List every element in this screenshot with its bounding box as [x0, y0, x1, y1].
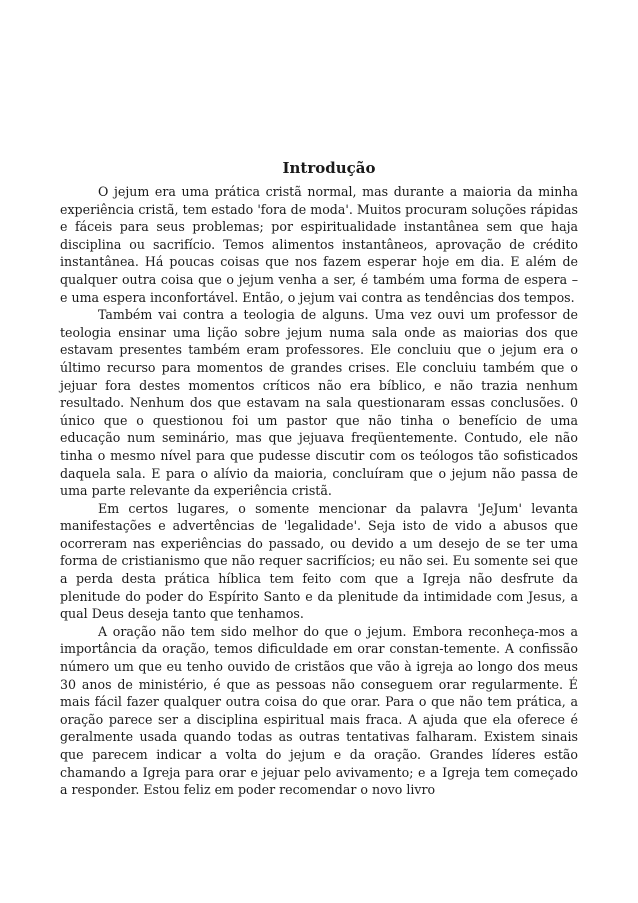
paragraph-1: O jejum era uma prática cristã normal, mas durante a maioria da minha experiência cristã, tem estado 'fora de moda'. Muitos procuram soluções rápidas e fáceis para seus problemas; por espiritualidade instantânea sem que haja disciplina ou sacrifício. Temos alimentos instantâneos, aprovação de crédito instantânea. Há poucas coisas que nos fazem esperar hoje em dia. E além de qualquer outra coisa que o jejum venha a ser, é também uma forma de espera – e uma espera inconfortável. Então, o jejum vai contra as tendências dos tempos.	[60, 184, 578, 305]
paragraph-2: Também vai contra a teologia de alguns. Uma vez ouvi um professor de teologia ensinar uma lição sobre jejum numa sala onde as maiorias dos que estavam presentes também eram professores. Ele concluiu que o jejum era o último recurso para momentos de grandes crises. Ele concluiu também que o jejuar fora destes momentos críticos não era bíblico, e não trazia nenhum resultado. Nenhum dos que estavam na sala questionaram essas conclusões. 0 único que o questionou foi um pastor que não tinha o benefício de uma educação num seminário, mas que jejuava freqüentemente. Contudo, ele não tinha o mesmo nível para que pudesse discutir com os teólogos tão sofisticados daquela sala. E para o alívio da maioria, concluíram que o jejum não passa de uma parte relevante da experiência cristã.	[60, 307, 578, 499]
document-page	[60, 157, 578, 799]
page-title: Introdução	[282, 159, 376, 177]
paragraph-4: A oração não tem sido melhor do que o jejum. Embora reconheça-mos a importância da oração, temos dificuldade em orar constan-temente. A confissão número um que eu tenho ouvido de cristãos que vão à igreja ao longo dos meus 30 anos de ministério, é que as pessoas não conseguem orar regularmente. É mais fácil fazer qualquer outra coisa do que orar. Para o que não tem prática, a oração parece ser a disciplina espiritual mais fraca. A ajuda que ela oferece é geralmente usada quando todas as outras tentativas falharam. Existem sinais que parecem indicar a volta do jejum e da oração. Grandes líderes estão chamando a Igreja para orar e jejuar pelo avivamento; e a Igreja tem começado a responder. Estou feliz em poder recomendar o novo livro	[60, 623, 578, 798]
paragraph-3: Em certos lugares, o somente mencionar da palavra 'JeJum' levanta manifestações e advertências de 'legalidade'. Seja isto de vido a abusos que ocorreram nas experiências do passado, ou devido a um desejo de se ter uma forma de cristianismo que não requer sacrifícios; eu não sei. Eu somente sei que a perda desta prática híblica tem feito com que a Igreja não desfrute da plenitude do poder do Espírito Santo e da plenitude da intimidade com Jesus, a qual Deus deseja tanto que tenhamos.	[60, 500, 578, 622]
